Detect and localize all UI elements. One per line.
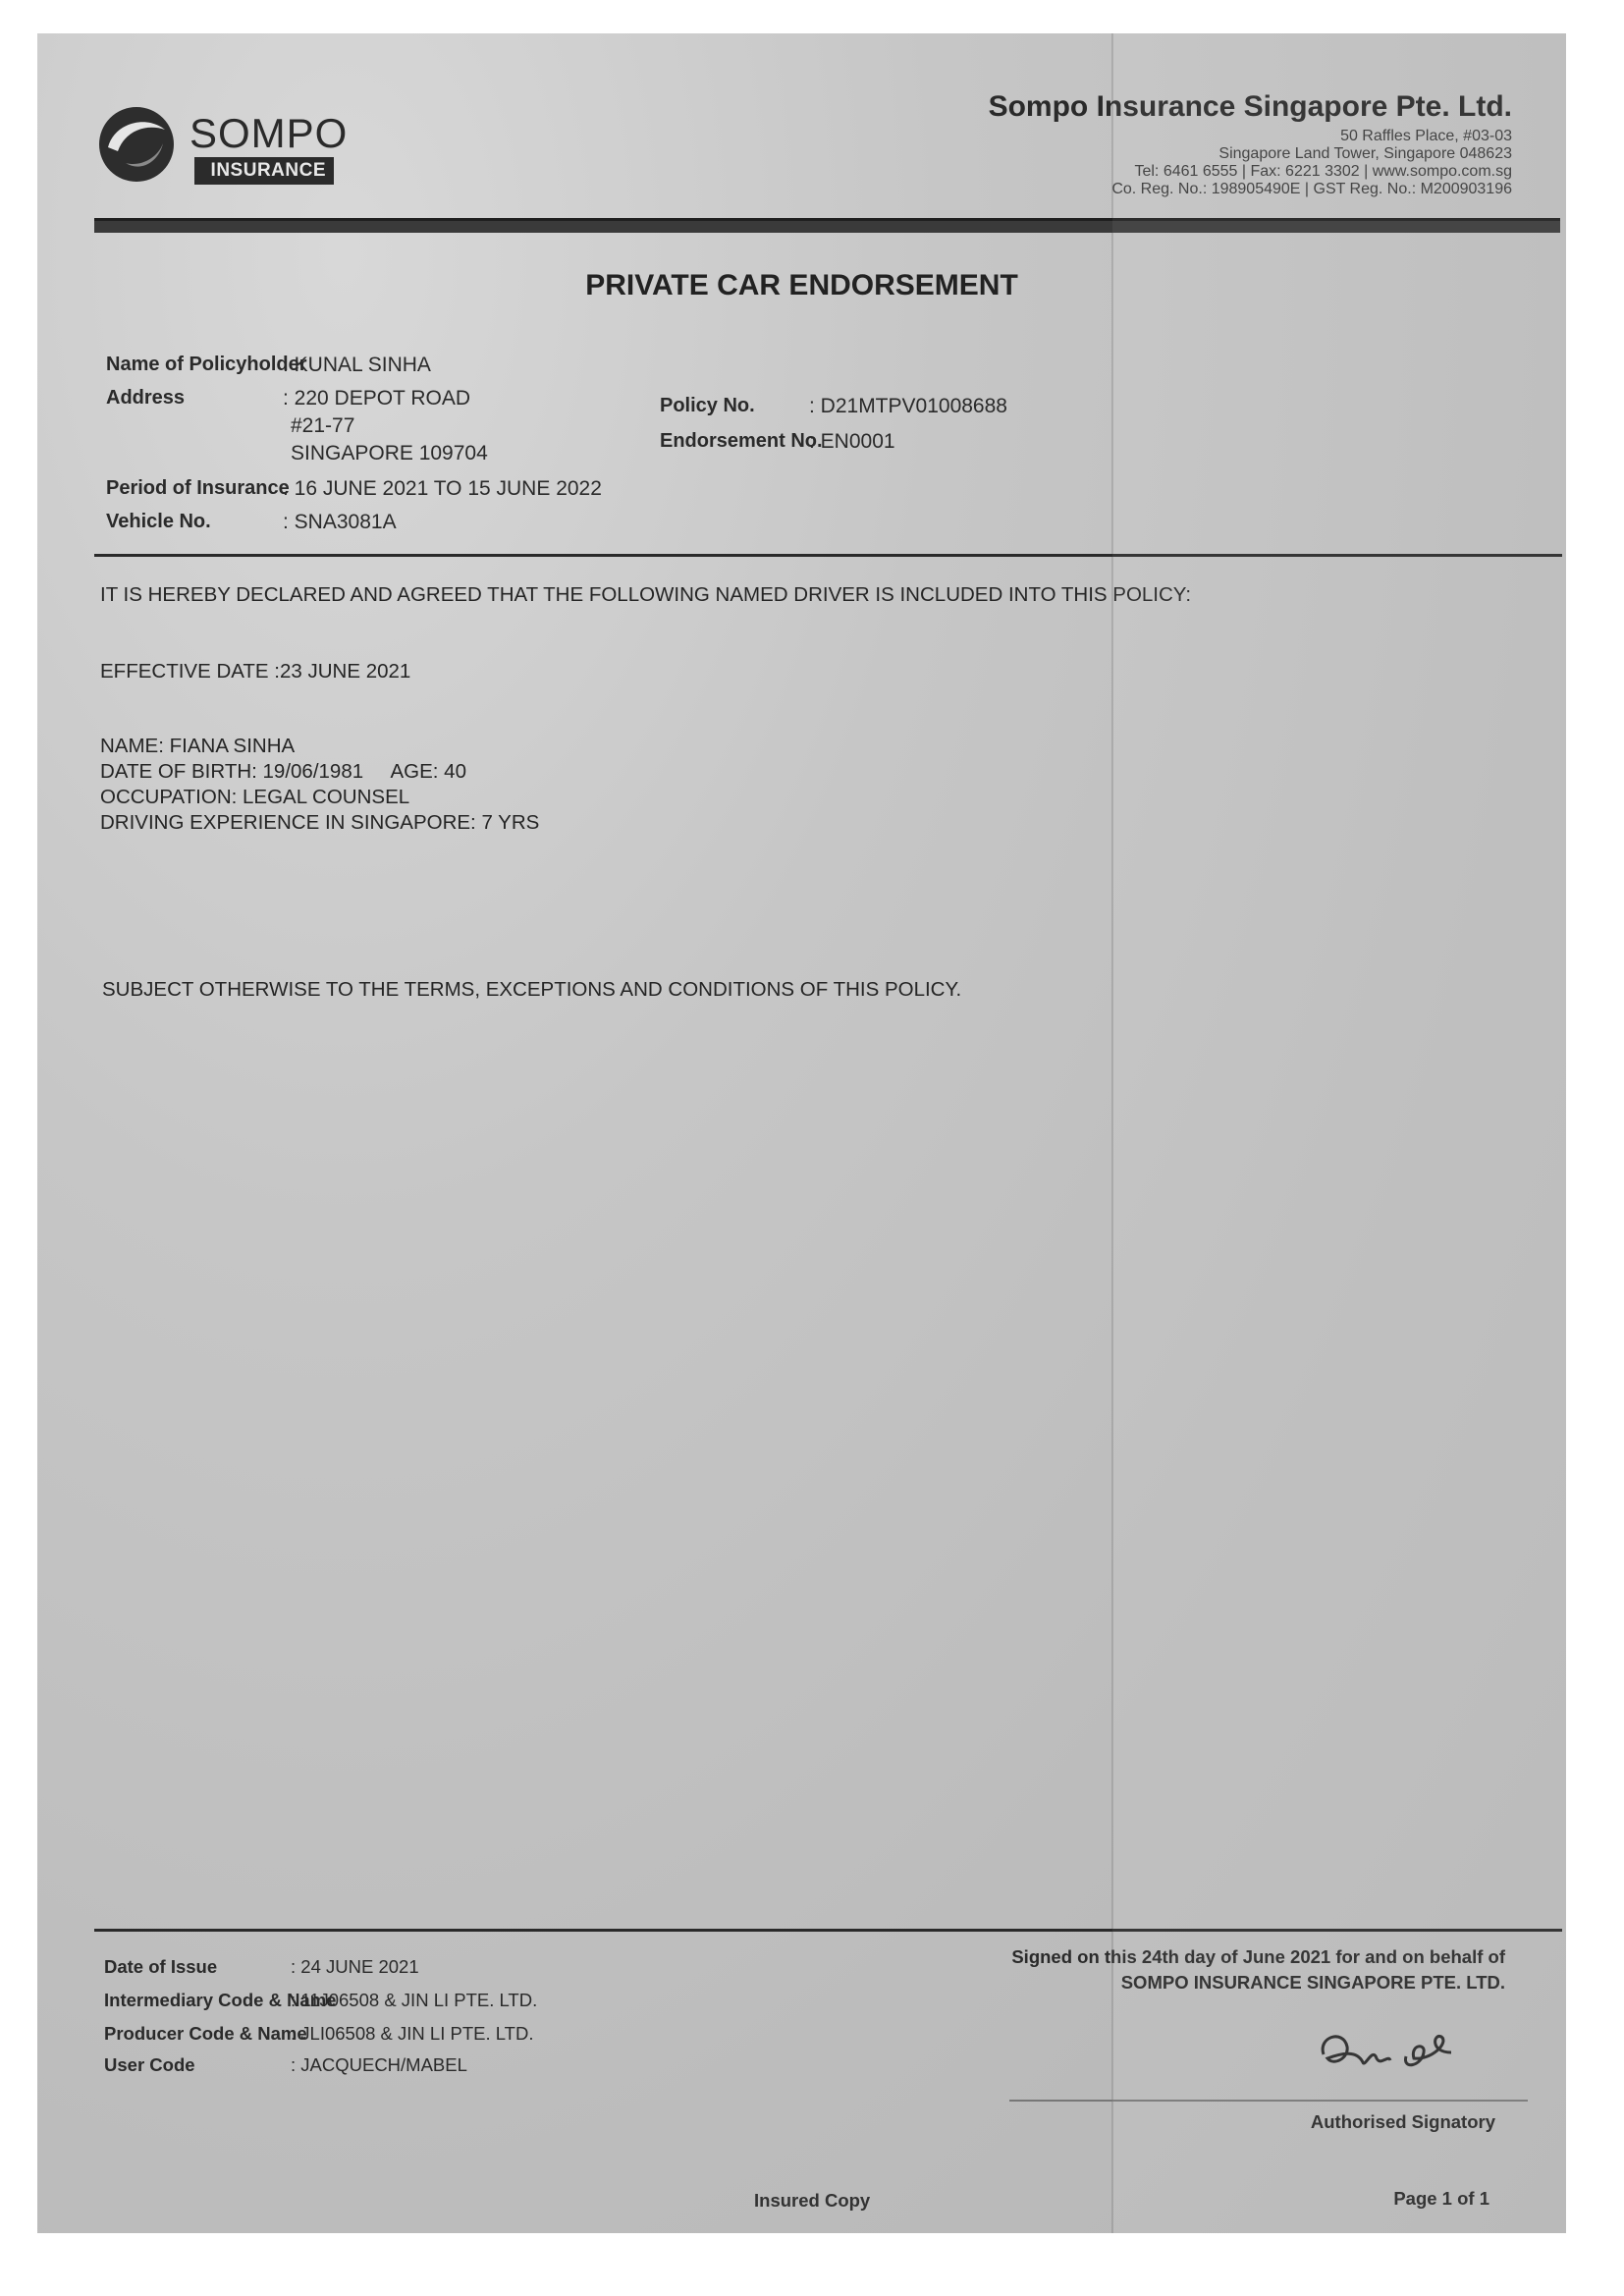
driver-occupation: OCCUPATION: LEGAL COUNSEL [100, 786, 410, 808]
endorsement-no-value: : EN0001 [809, 430, 895, 453]
footer-divider [94, 1929, 1562, 1932]
producer-value: : JLI06508 & JIN LI PTE. LTD. [291, 2023, 534, 2044]
scanned-page [37, 33, 1566, 2233]
insured-copy-label: Insured Copy [754, 2190, 871, 2211]
policy-no-value: : D21MTPV01008688 [809, 395, 1007, 417]
user-code-value: : JACQUECH/MABEL [291, 2054, 467, 2075]
page-number: Page 1 of 1 [1393, 2188, 1489, 2209]
logo-wordmark: SOMPO [189, 110, 349, 156]
company-name: Sompo Insurance Singapore Pte. Ltd. [988, 90, 1512, 123]
policyholder-label: Name of Policyholder [106, 354, 307, 375]
period-value: : 16 JUNE 2021 TO 15 JUNE 2022 [283, 477, 602, 500]
address-line1: : 220 DEPOT ROAD [283, 387, 471, 410]
subject-clause: SUBJECT OTHERWISE TO THE TERMS, EXCEPTIONS AND CONDITIONS OF THIS POLICY. [102, 978, 962, 1001]
authorised-signatory: Authorised Signatory [1310, 2111, 1495, 2132]
signature-line [1009, 2100, 1528, 2102]
document-title: PRIVATE CAR ENDORSEMENT [585, 269, 1018, 301]
policy-no-label: Policy No. [660, 395, 755, 416]
scan-fold-line [1111, 33, 1113, 2233]
company-registration-line: Co. Reg. No.: 198905490E | GST Reg. No.: M200903196 [1111, 181, 1512, 197]
issue-date-value: : 24 JUNE 2021 [291, 1956, 419, 1977]
issue-date-label: Date of Issue [104, 1956, 218, 1977]
handwritten-signature [1304, 2007, 1500, 2086]
logo-badge: INSURANCE [194, 157, 334, 185]
endorsement-no-label: Endorsement No. [660, 430, 823, 452]
driver-name: NAME: FIANA SINHA [100, 735, 296, 757]
address-line3: SINGAPORE 109704 [291, 442, 488, 465]
intermediary-label: Intermediary Code & Name [104, 1990, 337, 2010]
policyholder-value: : KUNAL SINHA [283, 354, 431, 376]
driver-dob-age: DATE OF BIRTH: 19/06/1981 AGE: 40 [100, 760, 466, 783]
address-label: Address [106, 387, 186, 409]
vehicle-value: : SNA3081A [283, 511, 397, 533]
period-label: Period of Insurance [106, 477, 290, 499]
address-line2: #21-77 [291, 414, 355, 437]
driver-experience: DRIVING EXPERIENCE IN SINGAPORE: 7 YRS [100, 811, 540, 834]
header-divider [94, 218, 1560, 233]
vehicle-label: Vehicle No. [106, 511, 211, 532]
company-address-line1: 50 Raffles Place, #03-03 [1340, 128, 1512, 144]
details-divider [94, 554, 1562, 557]
intermediary-value: : 11J06508 & JIN LI PTE. LTD. [291, 1990, 538, 2010]
signed-statement: Signed on this 24th day of June 2021 for and on behalf of [1011, 1946, 1505, 1967]
company-address-line2: Singapore Land Tower, Singapore 048623 [1218, 145, 1512, 162]
declaration-text: IT IS HEREBY DECLARED AND AGREED THAT THE FOLLOWING NAMED DRIVER IS INCLUDED INTO THIS POLICY: [100, 583, 1192, 606]
sompo-logo-icon [96, 104, 177, 185]
signed-company: SOMPO INSURANCE SINGAPORE PTE. LTD. [1120, 1972, 1505, 1993]
effective-date: EFFECTIVE DATE :23 JUNE 2021 [100, 660, 411, 683]
producer-label: Producer Code & Name [104, 2023, 307, 2044]
company-contact-line: Tel: 6461 6555 | Fax: 6221 3302 | www.sompo.com.sg [1134, 163, 1512, 180]
user-code-label: User Code [104, 2054, 195, 2075]
